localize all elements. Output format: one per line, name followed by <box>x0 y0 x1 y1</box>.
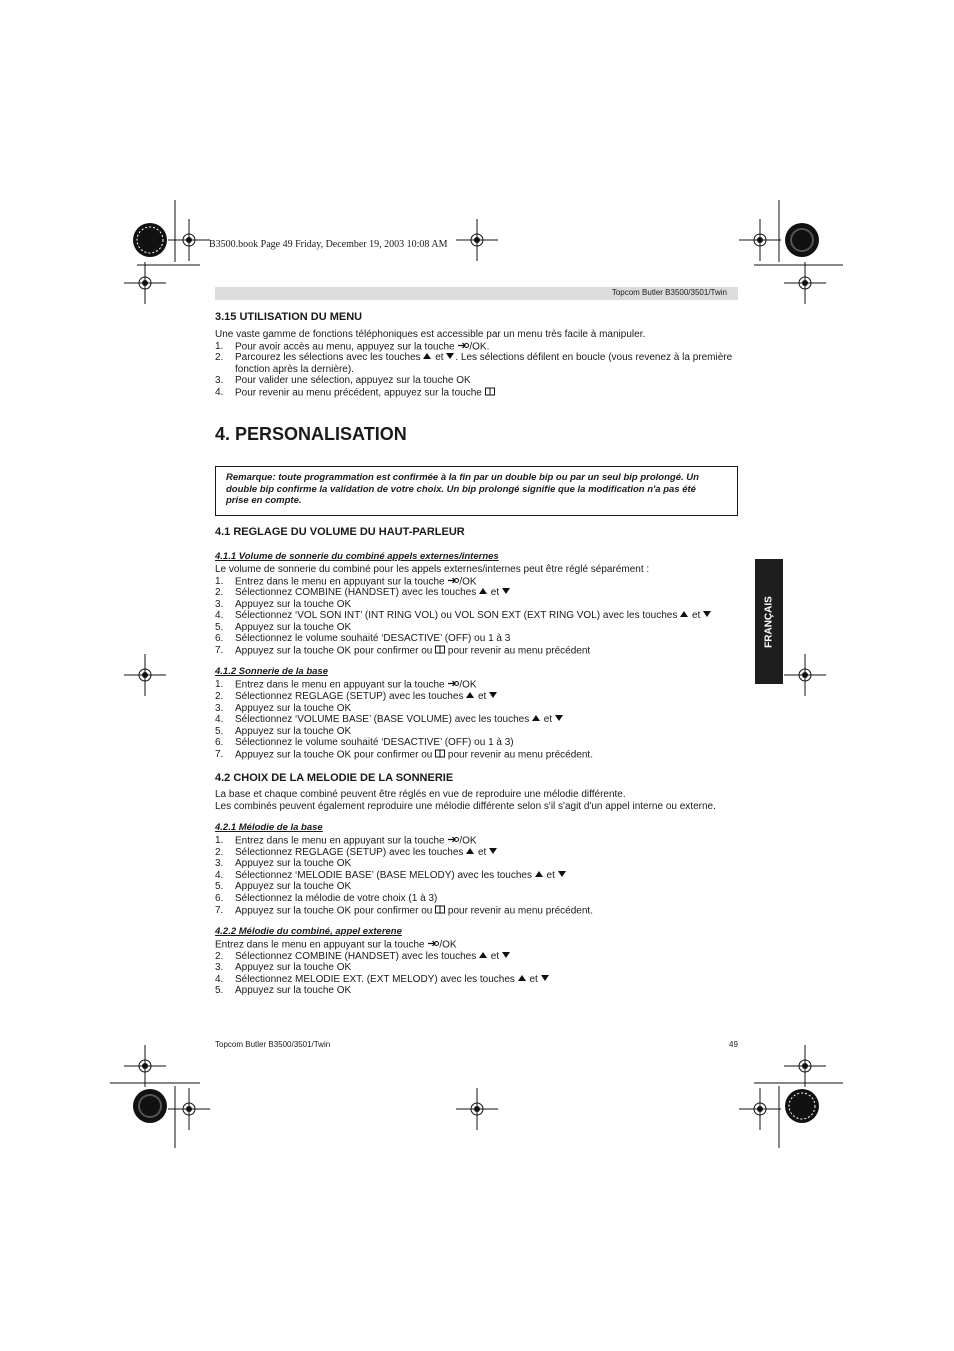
step-number: 6. <box>215 737 224 748</box>
up-arrow-icon <box>532 714 541 725</box>
footer-product: Topcom Butler B3500/3501/Twin <box>215 1040 331 1049</box>
step-number: 3. <box>215 599 224 610</box>
list-item: Appuyez sur la touche OK <box>235 703 352 714</box>
step-number: 3. <box>215 375 224 386</box>
step-number: 7. <box>215 749 224 760</box>
down-arrow-icon <box>555 714 564 725</box>
list-item: Entrez dans le menu en appuyant sur la touche /OK <box>235 576 477 588</box>
list-item: Pour revenir au menu précédent, appuyez sur la touche <box>235 387 495 399</box>
phonebook-back-key-icon <box>435 905 445 917</box>
step-number: 5. <box>215 726 224 737</box>
down-arrow-icon <box>541 974 550 985</box>
step-number: 6. <box>215 893 224 904</box>
subsection-title-4-2-2: 4.2.2 Mélodie du combiné, appel exterene <box>215 926 402 937</box>
down-arrow-icon <box>502 951 511 962</box>
subsection-title-4-1-1: 4.1.1 Volume de sonnerie du combiné appels externes/internes <box>215 551 499 562</box>
up-arrow-icon <box>518 974 527 985</box>
step-number: 4. <box>215 714 224 725</box>
step-number: 1. <box>215 679 224 690</box>
step-number: 2. <box>215 951 224 962</box>
phonebook-back-key-icon <box>435 645 445 657</box>
list-item: Appuyez sur la touche OK <box>235 599 352 610</box>
subsection-title-4-1-2: 4.1.2 Sonnerie de la base <box>215 666 328 677</box>
list-item: Sélectionnez le volume souhaité ‘DESACTIVE’ (OFF) ou 1 à 3) <box>235 737 514 748</box>
list-item: Appuyez sur la touche OK <box>235 726 352 737</box>
section-title-3-15: 3.15 UTILISATION DU MENU <box>215 311 363 323</box>
step-number: 2. <box>215 847 224 858</box>
list-item: Sélectionnez REGLAGE (SETUP) avec les touches et <box>235 847 498 858</box>
step-number: 3. <box>215 962 224 973</box>
down-arrow-icon <box>502 587 511 598</box>
language-tab-label: FRANÇAIS <box>763 595 775 648</box>
up-arrow-icon <box>466 847 475 858</box>
down-arrow-icon <box>489 691 498 702</box>
list-item: Sélectionnez la mélodie de votre choix (1 à 3) <box>235 893 438 904</box>
header-product: Topcom Butler B3500/3501/Twin <box>611 288 727 297</box>
up-arrow-icon <box>680 610 689 621</box>
up-arrow-icon <box>479 951 488 962</box>
book-info-line: B3500.book Page 49 Friday, December 19, 2003 10:08 AM <box>209 239 448 250</box>
step-number: 1. <box>215 341 224 352</box>
list-item: Sélectionnez REGLAGE (SETUP) avec les touches et <box>235 691 498 702</box>
list-item: Appuyez sur la touche OK <box>235 858 352 869</box>
step-number: 5. <box>215 881 224 892</box>
up-arrow-icon <box>535 870 544 881</box>
step-number: 5. <box>215 985 224 996</box>
list-item: Sélectionnez ‘MELODIE BASE’ (BASE MELODY) avec les touches et <box>235 870 567 881</box>
list-item: Appuyez sur la touche OK pour confirmer ou pour revenir au menu précédent <box>235 645 591 657</box>
step-number: 4. <box>215 387 224 398</box>
subsection-intro: Entrez dans le menu en appuyant sur la touche /OK <box>215 939 457 951</box>
language-tab <box>755 559 783 684</box>
step-number: 2. <box>215 587 224 598</box>
up-arrow-icon <box>466 691 475 702</box>
phonebook-back-key-icon <box>435 749 445 761</box>
step-number: 4. <box>215 974 224 985</box>
list-item: Parcourez les sélections avec les touches et . Les sélections défilent en boucle (vous revenez à la première <box>235 352 733 364</box>
up-arrow-icon <box>479 587 488 598</box>
subsection-title-4-2-1: 4.2.1 Mélodie de la base <box>215 822 323 833</box>
list-item: Appuyez sur la touche OK <box>235 985 352 996</box>
step-number: 4. <box>215 870 224 881</box>
step-number: 7. <box>215 645 224 656</box>
step-number: 1. <box>215 835 224 846</box>
step-number: 3. <box>215 858 224 869</box>
step-number: 6. <box>215 633 224 644</box>
running-header <box>215 287 738 300</box>
list-item: Entrez dans le menu en appuyant sur la touche /OK <box>235 835 477 847</box>
page-number: 49 <box>729 1040 738 1049</box>
section-title-4-2: 4.2 CHOIX DE LA MELODIE DE LA SONNERIE <box>215 772 454 784</box>
step-number: 4. <box>215 610 224 621</box>
list-item: fonction après la dernière). <box>235 364 354 375</box>
step-number: 2. <box>215 691 224 702</box>
menu-ok-key-icon <box>427 939 439 951</box>
step-number: 3. <box>215 703 224 714</box>
list-item: Appuyez sur la touche OK pour confirmer ou pour revenir au menu précédent. <box>235 749 593 761</box>
list-item: Pour valider une sélection, appuyez sur la touche OK <box>235 375 471 386</box>
section-intro: Une vaste gamme de fonctions téléphoniques est accessible par un menu très facile à manipuler. <box>215 329 646 340</box>
subsection-intro: Le volume de sonnerie du combiné pour les appels externes/internes peut être réglé séparément : <box>215 564 650 575</box>
phonebook-back-key-icon <box>485 387 495 399</box>
list-item: Sélectionnez MELODIE EXT. (EXT MELODY) avec les touches et <box>235 974 550 985</box>
list-item: Sélectionnez ‘VOLUME BASE’ (BASE VOLUME) avec les touches et <box>235 714 564 725</box>
list-item: Appuyez sur la touche OK <box>235 881 352 892</box>
down-arrow-icon <box>446 352 455 363</box>
note-text: Remarque: toute programmation est confirmée à la fin par un double bip ou par un seul bip prolongé. Un double bip confirme la validation de votre choix. Un bip prolongé signifie que la modification n'a pas été prise en compte. <box>226 472 699 506</box>
up-arrow-icon <box>423 352 432 363</box>
list-item: Sélectionnez COMBINE (HANDSET) avec les touches et <box>235 587 511 598</box>
list-item: Entrez dans le menu en appuyant sur la touche /OK <box>235 679 477 691</box>
step-number: 2. <box>215 352 224 363</box>
list-item: Sélectionnez le volume souhaité ‘DESACTIVE’ (OFF) ou 1 à 3 <box>235 633 511 644</box>
list-item: Sélectionnez COMBINE (HANDSET) avec les touches et <box>235 951 511 962</box>
chapter-title: 4. PERSONALISATION <box>215 424 407 444</box>
note-box <box>215 466 738 516</box>
step-number: 7. <box>215 905 224 916</box>
list-item: Pour avoir accès au menu, appuyez sur la touche /OK. <box>235 341 490 353</box>
menu-ok-key-icon <box>447 835 459 847</box>
section-intro-2: Les combinés peuvent également reproduire une mélodie différente selon s'il s'agit d'un appel interne ou externe. <box>215 801 716 812</box>
down-arrow-icon <box>558 870 567 881</box>
section-intro-1: La base et chaque combiné peuvent être réglés en vue de reproduire une mélodie différente. <box>215 789 626 800</box>
down-arrow-icon <box>489 847 498 858</box>
section-title-4-1: 4.1 REGLAGE DU VOLUME DU HAUT-PARLEUR <box>215 526 465 538</box>
list-item: Sélectionnez ‘VOL SON INT’ (INT RING VOL) ou VOL SON EXT (EXT RING VOL) avec les touches et <box>235 610 712 621</box>
down-arrow-icon <box>703 610 712 621</box>
step-number: 1. <box>215 576 224 587</box>
menu-ok-key-icon <box>447 679 459 691</box>
list-item: Appuyez sur la touche OK <box>235 962 352 973</box>
list-item: Appuyez sur la touche OK <box>235 622 352 633</box>
step-number: 5. <box>215 622 224 633</box>
list-item: Appuyez sur la touche OK pour confirmer ou pour revenir au menu précédent. <box>235 905 593 917</box>
